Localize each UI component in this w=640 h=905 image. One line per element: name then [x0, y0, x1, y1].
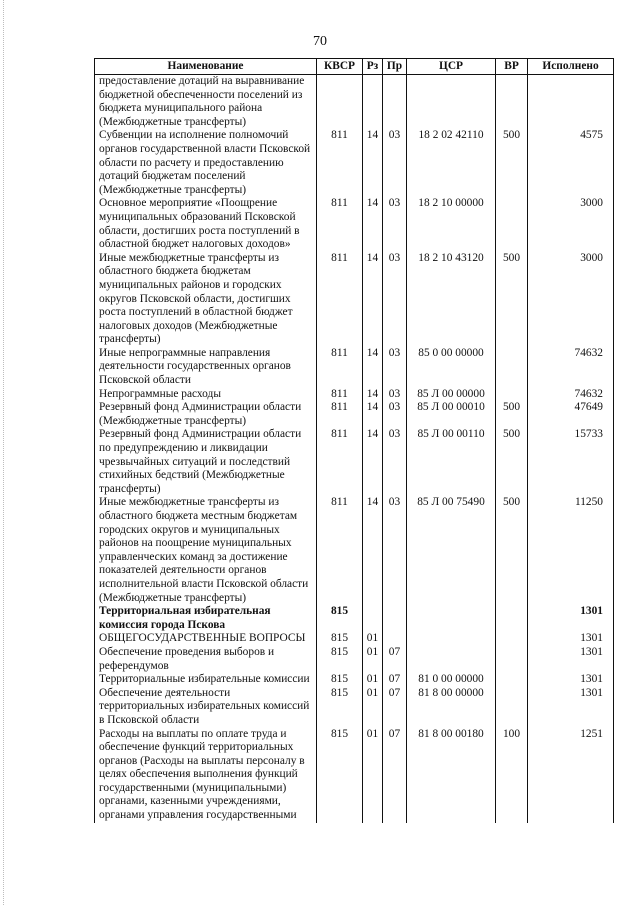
row-kvsr: 811: [317, 347, 363, 388]
table-row: [95, 347, 614, 388]
row-csr: [407, 605, 496, 632]
row-vr: [496, 646, 528, 673]
row-rz: 01: [363, 673, 383, 687]
row-vr: 500: [496, 428, 528, 496]
row-amount: 1301: [528, 605, 614, 632]
table-row: [95, 129, 614, 197]
row-kvsr: 811: [317, 252, 363, 347]
row-name: Основное мероприятие «Поощрение муниципальных образований Псковской области, достигших роста поступлений в областной бюджет налоговых доходов»: [95, 197, 317, 251]
row-rz: [363, 605, 383, 632]
row-pr: 03: [383, 401, 407, 428]
row-vr: [496, 632, 528, 646]
row-amount: 47649: [528, 401, 614, 428]
row-name: Обеспечение деятельности территориальных избирательных комиссий в Псковской области: [95, 687, 317, 728]
row-pr: 03: [383, 197, 407, 251]
table-row: [95, 496, 614, 605]
table-body: [95, 75, 614, 823]
budget-table: [94, 58, 614, 823]
row-name: Территориальные избирательные комиссии: [95, 673, 317, 687]
row-csr: 85 Л 00 00010: [407, 401, 496, 428]
table-row: [95, 728, 614, 823]
row-rz: 14: [363, 252, 383, 347]
row-kvsr: 811: [317, 129, 363, 197]
row-vr: 500: [496, 129, 528, 197]
row-kvsr: 811: [317, 401, 363, 428]
scan-edge: [3, 0, 5, 905]
row-kvsr: 815: [317, 632, 363, 646]
row-kvsr: 815: [317, 673, 363, 687]
row-kvsr: 811: [317, 428, 363, 496]
row-vr: 500: [496, 252, 528, 347]
row-pr: 03: [383, 252, 407, 347]
row-kvsr: 811: [317, 496, 363, 605]
row-pr: 07: [383, 687, 407, 728]
row-rz: 14: [363, 347, 383, 388]
row-amount: 3000: [528, 252, 614, 347]
row-vr: 500: [496, 496, 528, 605]
row-kvsr: 811: [317, 388, 363, 402]
header-csr: ЦСР: [407, 59, 496, 75]
row-pr: 07: [383, 646, 407, 673]
row-vr: [496, 687, 528, 728]
row-vr: [496, 197, 528, 251]
row-pr: 07: [383, 728, 407, 823]
row-amount: 15733: [528, 428, 614, 496]
row-kvsr: 815: [317, 687, 363, 728]
row-name: предоставление дотаций на выравнивание бюджетной обеспеченности поселений из бюджета муниципального района (Межбюджетные трансферты): [95, 75, 317, 130]
row-amount: [528, 75, 614, 130]
header-kvsr: КВСР: [317, 59, 363, 75]
row-csr: [407, 632, 496, 646]
row-amount: 1251: [528, 728, 614, 823]
row-kvsr: 815: [317, 605, 363, 632]
row-name: Резервный фонд Администрации области (Межбюджетные трансферты): [95, 401, 317, 428]
table-row: [95, 673, 614, 687]
page-number: 70: [313, 34, 327, 49]
row-kvsr: [317, 75, 363, 130]
table-row: [95, 632, 614, 646]
row-name: Территориальная избирательная комиссия города Пскова: [95, 605, 317, 632]
table-header-row: [95, 59, 614, 75]
row-amount: 11250: [528, 496, 614, 605]
header-rz: Рз: [363, 59, 383, 75]
row-amount: 1301: [528, 646, 614, 673]
row-name: Субвенции на исполнение полномочий органов государственной власти Псковской области по расчету и предоставлению дотаций бюджетам поселений (Межбюджетные трансферты): [95, 129, 317, 197]
table-row: [95, 197, 614, 251]
row-csr: 85 0 00 00000: [407, 347, 496, 388]
row-csr: 81 8 00 00180: [407, 728, 496, 823]
row-rz: 14: [363, 388, 383, 402]
row-csr: 81 0 00 00000: [407, 673, 496, 687]
row-pr: [383, 605, 407, 632]
row-amount: 1301: [528, 687, 614, 728]
row-pr: 03: [383, 129, 407, 197]
row-csr: [407, 75, 496, 130]
table-row: [95, 646, 614, 673]
row-amount: 1301: [528, 632, 614, 646]
header-pr: Пр: [383, 59, 407, 75]
row-rz: [363, 75, 383, 130]
row-name: Расходы на выплаты по оплате труда и обеспечение функций территориальных органов (Расходы на выплаты персоналу в целях обеспечения выполнения функций государственными (муниципальными) органами, казенными учреждениями, органами управления государственными: [95, 728, 317, 823]
row-vr: 100: [496, 728, 528, 823]
row-vr: 500: [496, 401, 528, 428]
table-row: [95, 401, 614, 428]
row-rz: 01: [363, 687, 383, 728]
row-rz: 14: [363, 401, 383, 428]
row-rz: 14: [363, 197, 383, 251]
row-vr: [496, 605, 528, 632]
table-row: [95, 388, 614, 402]
row-csr: 18 2 02 42110: [407, 129, 496, 197]
row-kvsr: 815: [317, 728, 363, 823]
row-amount: 74632: [528, 347, 614, 388]
row-csr: 85 Л 00 00110: [407, 428, 496, 496]
row-pr: 03: [383, 388, 407, 402]
row-rz: 01: [363, 646, 383, 673]
table-row: [95, 252, 614, 347]
row-csr: 18 2 10 00000: [407, 197, 496, 251]
row-name: Иные межбюджетные трансферты из областного бюджета бюджетам муниципальных районов и городских округов Псковской области, достигших роста поступлений в областной бюджет налоговых доходов (Межбюджетные трансферты): [95, 252, 317, 347]
table-row: [95, 687, 614, 728]
row-kvsr: 815: [317, 646, 363, 673]
row-amount: 74632: [528, 388, 614, 402]
row-name: Иные межбюджетные трансферты из областного бюджета местным бюджетам городских округов и муниципальных районов на поощрение муниципальных управленческих команд за достижение показателей деятельности органов исполнительной власти Псковской области (Межбюджетные трансферты): [95, 496, 317, 605]
row-amount: 3000: [528, 197, 614, 251]
row-vr: [496, 75, 528, 130]
row-amount: 4575: [528, 129, 614, 197]
row-name: Обеспечение проведения выборов и референдумов: [95, 646, 317, 673]
row-vr: [496, 388, 528, 402]
table-row: [95, 75, 614, 130]
row-csr: 85 Л 00 75490: [407, 496, 496, 605]
row-rz: 01: [363, 728, 383, 823]
row-name: ОБЩЕГОСУДАРСТВЕННЫЕ ВОПРОСЫ: [95, 632, 317, 646]
row-pr: 03: [383, 496, 407, 605]
row-pr: 07: [383, 673, 407, 687]
row-vr: [496, 347, 528, 388]
table-row: [95, 605, 614, 632]
row-pr: [383, 75, 407, 130]
row-name: Резервный фонд Администрации области по предупреждению и ликвидации чрезвычайных ситуаций и последствий стихийных бедствий (Межбюджетные трансферты): [95, 428, 317, 496]
row-csr: 85 Л 00 00000: [407, 388, 496, 402]
row-rz: 14: [363, 428, 383, 496]
row-pr: [383, 632, 407, 646]
row-rz: 01: [363, 632, 383, 646]
row-name: Непрограммные расходы: [95, 388, 317, 402]
row-csr: 18 2 10 43120: [407, 252, 496, 347]
row-pr: 03: [383, 428, 407, 496]
row-name: Иные непрограммные направления деятельности государственных органов Псковской области: [95, 347, 317, 388]
row-rz: 14: [363, 496, 383, 605]
row-rz: 14: [363, 129, 383, 197]
row-csr: 81 8 00 00000: [407, 687, 496, 728]
row-pr: 03: [383, 347, 407, 388]
header-amount: Исполнено: [528, 59, 614, 75]
row-vr: [496, 673, 528, 687]
row-amount: 1301: [528, 673, 614, 687]
table-row: [95, 428, 614, 496]
header-vr: ВР: [496, 59, 528, 75]
row-kvsr: 811: [317, 197, 363, 251]
row-csr: [407, 646, 496, 673]
header-name: Наименование: [95, 59, 317, 75]
